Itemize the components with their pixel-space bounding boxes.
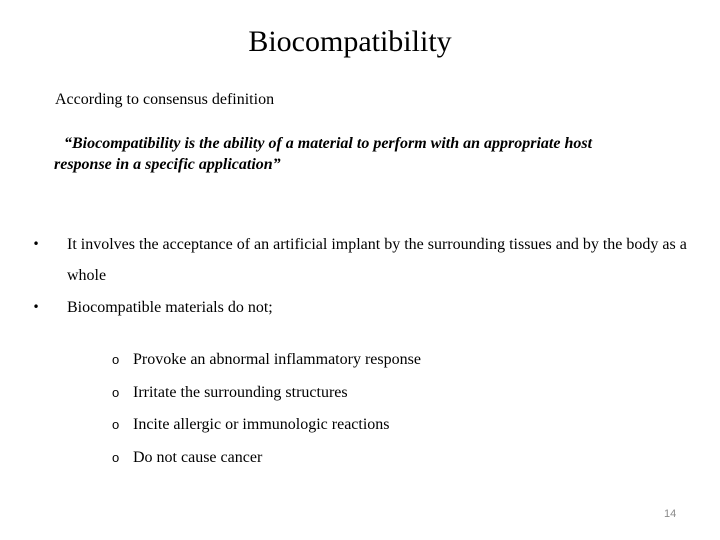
bullet-icon: • — [32, 300, 40, 314]
sub-bullet-item — [112, 344, 421, 377]
definition-line-1: “Biocompatibility is the ability of a material to perform with an appropriate host — [64, 135, 593, 152]
bullet-list — [30, 229, 690, 323]
sub-bullet-text: Irritate the surrounding structures — [133, 383, 348, 401]
circle-bullet-icon: o — [112, 352, 120, 367]
definition-line-2: response in a specific application” — [54, 156, 281, 173]
page-number: 14 — [664, 508, 677, 520]
intro-text: According to consensus definition — [55, 91, 275, 108]
bullet-text: It involves the acceptance of an artificial implant by the surrounding tissues and by the body as a whole — [67, 236, 687, 284]
sub-bullet-item — [112, 377, 421, 410]
sub-bullet-list — [112, 344, 421, 474]
bullet-text: Biocompatible materials do not; — [67, 299, 273, 316]
sub-bullet-text: Incite allergic or immunologic reactions — [133, 416, 390, 433]
bullet-icon: • — [32, 237, 40, 251]
circle-bullet-icon: o — [112, 384, 120, 400]
definition-quote — [54, 133, 694, 175]
sub-bullet-item — [112, 442, 421, 475]
bullet-item — [30, 292, 690, 323]
sub-bullet-item — [112, 409, 421, 442]
circle-bullet-icon: o — [112, 449, 120, 465]
sub-bullet-text: Do not cause cancer — [133, 448, 263, 466]
bullet-item — [30, 229, 690, 291]
sub-bullet-text: Provoke an abnormal inflammatory response — [133, 351, 421, 368]
slide-title: Biocompatibility — [248, 25, 452, 58]
circle-bullet-icon: o — [112, 417, 120, 432]
